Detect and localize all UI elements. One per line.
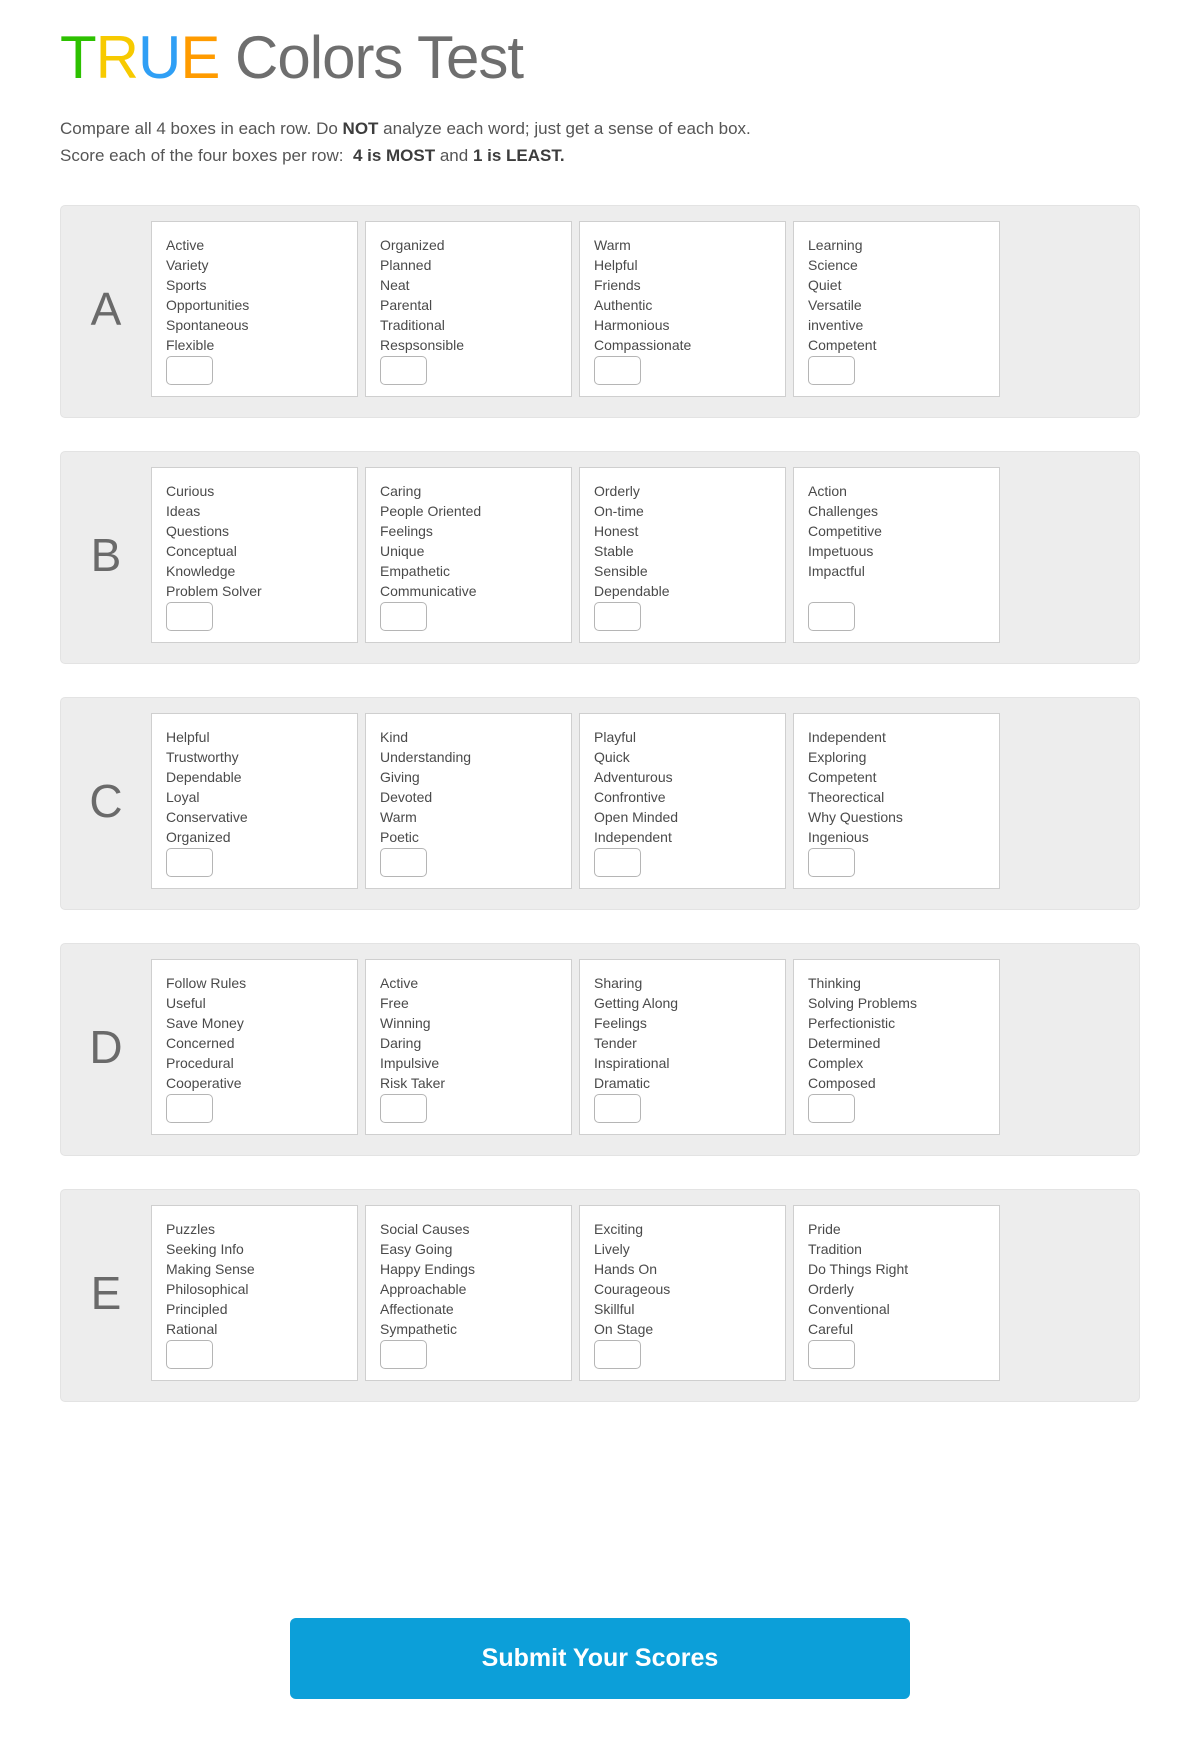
word-box xyxy=(793,467,1000,643)
word-list xyxy=(166,235,347,355)
word-item: Concerned xyxy=(166,1035,235,1051)
word-box xyxy=(365,1205,572,1381)
word-item: Social Causes xyxy=(380,1221,470,1237)
word-item: Caring xyxy=(380,483,422,499)
word-item: Active xyxy=(380,975,419,991)
word-item: Quick xyxy=(594,749,630,765)
word-item: Feelings xyxy=(380,523,433,539)
word-list xyxy=(380,727,561,847)
word-item: Cooperative xyxy=(166,1075,242,1091)
word-list xyxy=(594,727,775,847)
word-list xyxy=(808,1219,989,1339)
score-input[interactable] xyxy=(380,356,427,385)
word-item: Parental xyxy=(380,297,433,313)
word-item: On-time xyxy=(594,503,644,519)
word-list xyxy=(380,973,561,1093)
word-item: Devoted xyxy=(380,789,433,805)
word-item: Stable xyxy=(594,543,634,559)
word-list xyxy=(808,973,989,1093)
row-label: C xyxy=(89,774,123,827)
word-item: Sympathetic xyxy=(380,1321,458,1337)
instruction-bold-text: NOT xyxy=(342,119,379,138)
word-item: Pride xyxy=(808,1221,841,1237)
score-input[interactable] xyxy=(594,602,641,631)
instruction-bold-text: 1 is LEAST. xyxy=(472,146,565,165)
word-item: Warm xyxy=(594,237,631,253)
word-item: Understanding xyxy=(380,749,472,765)
row-label: E xyxy=(90,1266,122,1319)
word-item: Perfectionistic xyxy=(808,1015,896,1031)
word-box xyxy=(151,221,358,397)
word-item: Approachable xyxy=(380,1281,467,1297)
word-item: Solving Problems xyxy=(808,995,917,1011)
score-input[interactable] xyxy=(808,356,855,385)
word-item: Theorectical xyxy=(808,789,885,805)
score-input[interactable] xyxy=(380,848,427,877)
score-input[interactable] xyxy=(166,602,213,631)
word-box xyxy=(793,959,1000,1135)
word-list xyxy=(380,235,561,355)
row-boxes xyxy=(151,1205,1000,1380)
score-input[interactable] xyxy=(808,602,855,631)
word-item: Determined xyxy=(808,1035,881,1051)
word-box xyxy=(793,221,1000,397)
row-label: B xyxy=(90,528,122,581)
word-item: Affectionate xyxy=(380,1301,454,1317)
word-box xyxy=(151,959,358,1135)
score-input[interactable] xyxy=(380,602,427,631)
score-input[interactable] xyxy=(166,848,213,877)
score-rows xyxy=(60,205,1140,1402)
word-item: Competent xyxy=(808,337,877,353)
word-item: Thinking xyxy=(808,975,861,991)
word-list xyxy=(594,235,775,355)
word-box xyxy=(151,713,358,889)
submit-scores-button[interactable]: Submit Your Scores xyxy=(290,1618,910,1699)
word-item: Spontaneous xyxy=(166,317,249,333)
word-list xyxy=(594,973,775,1093)
word-item: Competent xyxy=(808,769,877,785)
word-item: Tender xyxy=(594,1035,637,1051)
score-row xyxy=(60,697,1140,910)
word-item: Composed xyxy=(808,1075,876,1091)
instructions xyxy=(60,115,1140,169)
word-box xyxy=(793,713,1000,889)
word-item: Learning xyxy=(808,237,863,253)
score-input[interactable] xyxy=(380,1340,427,1369)
score-input[interactable] xyxy=(594,356,641,385)
word-item: Independent xyxy=(594,829,672,845)
word-item: Organized xyxy=(380,237,445,253)
word-box xyxy=(365,467,572,643)
word-list xyxy=(380,1219,561,1339)
word-item: Useful xyxy=(166,995,206,1011)
word-item: Tradition xyxy=(808,1241,862,1257)
word-list xyxy=(166,727,347,847)
word-item: Communicative xyxy=(380,583,477,599)
word-box xyxy=(365,221,572,397)
word-item: Do Things Right xyxy=(808,1261,909,1277)
word-item: Puzzles xyxy=(166,1221,216,1237)
word-item: Conventional xyxy=(808,1301,890,1317)
score-input[interactable] xyxy=(166,1340,213,1369)
word-item: Science xyxy=(808,257,858,273)
word-item: Traditional xyxy=(380,317,445,333)
word-item: Complex xyxy=(808,1055,864,1071)
word-item: On Stage xyxy=(594,1321,654,1337)
word-list xyxy=(594,1219,775,1339)
word-item: Kind xyxy=(380,729,409,745)
word-item: Making Sense xyxy=(166,1261,255,1277)
word-box xyxy=(793,1205,1000,1381)
word-item: Impetuous xyxy=(808,543,874,559)
word-item: Questions xyxy=(166,523,230,539)
instruction-bold-text: 4 is MOST xyxy=(352,146,436,165)
score-input[interactable] xyxy=(594,1094,641,1123)
row-label: D xyxy=(89,1020,123,1073)
word-item: Loyal xyxy=(166,789,200,805)
instruction-text: Score each of the four boxes per row: xyxy=(60,146,353,165)
word-item: Competitive xyxy=(808,523,882,539)
word-item: Playful xyxy=(594,729,637,745)
page-title xyxy=(60,26,1140,89)
instructions-line-1 xyxy=(60,115,1140,142)
score-input[interactable] xyxy=(808,1340,855,1369)
word-item: Free xyxy=(380,995,409,1011)
score-input[interactable] xyxy=(166,1094,213,1123)
score-row xyxy=(60,451,1140,664)
word-item: Exciting xyxy=(594,1221,644,1237)
word-item: Planned xyxy=(380,257,432,273)
word-item: Orderly xyxy=(594,483,640,499)
word-item: Getting Along xyxy=(594,995,679,1011)
word-item: Honest xyxy=(594,523,639,539)
row-boxes xyxy=(151,959,1000,1134)
word-item: Challenges xyxy=(808,503,879,519)
word-item: Impactful xyxy=(808,563,865,579)
score-input[interactable] xyxy=(594,1340,641,1369)
word-item: Problem Solver xyxy=(166,583,262,599)
word-item: Confrontive xyxy=(594,789,666,805)
score-input[interactable] xyxy=(808,848,855,877)
word-item: Poetic xyxy=(380,829,419,845)
score-input[interactable] xyxy=(808,1094,855,1123)
row-boxes xyxy=(151,221,1000,396)
instructions-line-2 xyxy=(60,142,1140,169)
word-item: Ingenious xyxy=(808,829,869,845)
word-item: Knowledge xyxy=(166,563,236,579)
word-item: Winning xyxy=(380,1015,431,1031)
word-item: Adventurous xyxy=(594,769,673,785)
word-item: Daring xyxy=(380,1035,422,1051)
word-item: Seeking Info xyxy=(166,1241,244,1257)
word-item: Opportunities xyxy=(166,297,250,313)
word-item: Risk Taker xyxy=(380,1075,446,1091)
word-item: Helpful xyxy=(166,729,210,745)
word-item: Independent xyxy=(808,729,886,745)
word-item: Conservative xyxy=(166,809,248,825)
word-box xyxy=(579,1205,786,1381)
word-item: Careful xyxy=(808,1321,854,1337)
word-item: Ideas xyxy=(166,503,201,519)
word-item: Variety xyxy=(166,257,209,273)
row-boxes xyxy=(151,467,1000,642)
word-item: Curious xyxy=(166,483,215,499)
word-item: Dependable xyxy=(166,769,242,785)
word-box xyxy=(365,959,572,1135)
word-item: Happy Endings xyxy=(380,1261,475,1277)
word-item: People Oriented xyxy=(380,503,482,519)
word-item: Harmonious xyxy=(594,317,670,333)
instruction-text: analyze each word; just get a sense of each box. xyxy=(378,119,751,138)
instruction-text: Compare all 4 boxes in each row. Do xyxy=(60,119,343,138)
word-item: Dramatic xyxy=(594,1075,651,1091)
word-item: Principled xyxy=(166,1301,228,1317)
word-item: Friends xyxy=(594,277,641,293)
row-label: A xyxy=(90,282,122,335)
score-row xyxy=(60,205,1140,418)
score-row xyxy=(60,1189,1140,1402)
word-item: Dependable xyxy=(594,583,670,599)
page-title-rest: Colors Test xyxy=(219,24,524,91)
word-item: Impulsive xyxy=(380,1055,440,1071)
word-item: Compassionate xyxy=(594,337,692,353)
score-input[interactable] xyxy=(380,1094,427,1123)
word-item: Sensible xyxy=(594,563,648,579)
word-box xyxy=(151,467,358,643)
word-item: Inspirational xyxy=(594,1055,670,1071)
word-item: Neat xyxy=(380,277,410,293)
word-box xyxy=(579,221,786,397)
word-item: inventive xyxy=(808,317,864,333)
word-item: Empathetic xyxy=(380,563,451,579)
word-box xyxy=(151,1205,358,1381)
word-item: Action xyxy=(808,483,847,499)
word-item: Courageous xyxy=(594,1281,671,1297)
word-item: Skillful xyxy=(594,1301,635,1317)
word-item: Hands On xyxy=(594,1261,658,1277)
title-letter: R xyxy=(95,24,138,91)
title-letter: E xyxy=(180,24,220,91)
word-item: Follow Rules xyxy=(166,975,247,991)
word-item: Flexible xyxy=(166,337,215,353)
word-item: Lively xyxy=(594,1241,630,1257)
score-row xyxy=(60,943,1140,1156)
word-item: Feelings xyxy=(594,1015,647,1031)
word-item: Sharing xyxy=(594,975,643,991)
score-input[interactable] xyxy=(166,356,213,385)
word-list xyxy=(594,481,775,601)
word-item: Quiet xyxy=(808,277,842,293)
word-item: Save Money xyxy=(166,1015,244,1031)
page-title-colored-word xyxy=(60,24,219,91)
title-letter: T xyxy=(60,24,96,91)
word-item: Open Minded xyxy=(594,809,679,825)
instruction-text: and xyxy=(435,146,473,165)
word-item: Versatile xyxy=(808,297,862,313)
word-list xyxy=(166,481,347,601)
word-item: Authentic xyxy=(594,297,653,313)
word-list xyxy=(166,973,347,1093)
word-box xyxy=(365,713,572,889)
word-item: Philosophical xyxy=(166,1281,249,1297)
word-item: Organized xyxy=(166,829,231,845)
word-list xyxy=(166,1219,347,1339)
word-box xyxy=(579,959,786,1135)
word-item: Respsonsible xyxy=(380,337,465,353)
word-item: Why Questions xyxy=(808,809,903,825)
word-item: Unique xyxy=(380,543,425,559)
word-item: Orderly xyxy=(808,1281,854,1297)
title-letter: U xyxy=(138,24,181,91)
word-list xyxy=(808,727,989,847)
word-item: Helpful xyxy=(594,257,638,273)
score-input[interactable] xyxy=(594,848,641,877)
word-list xyxy=(808,235,989,355)
word-item: Easy Going xyxy=(380,1241,453,1257)
word-item: Trustworthy xyxy=(166,749,239,765)
word-list xyxy=(808,481,989,581)
word-box xyxy=(579,467,786,643)
word-item: Exploring xyxy=(808,749,867,765)
word-item: Giving xyxy=(380,769,420,785)
word-item: Sports xyxy=(166,277,207,293)
word-item: Procedural xyxy=(166,1055,234,1071)
word-list xyxy=(380,481,561,601)
word-item: Conceptual xyxy=(166,543,237,559)
row-boxes xyxy=(151,713,1000,888)
word-box xyxy=(579,713,786,889)
word-item: Active xyxy=(166,237,205,253)
word-item: Warm xyxy=(380,809,417,825)
word-item: Rational xyxy=(166,1321,218,1337)
